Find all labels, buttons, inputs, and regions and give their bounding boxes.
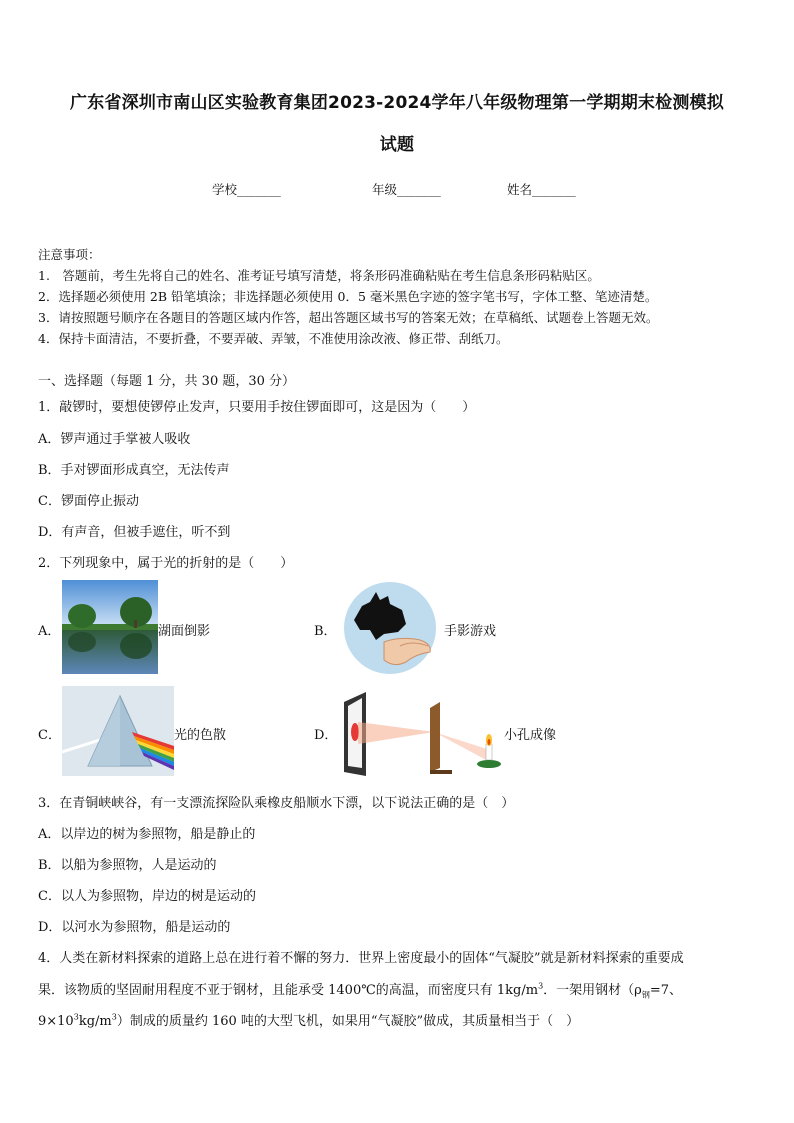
question-4-line-1: 4．人类在新材料探索的道路上总在进行着不懈的努力．世界上密度最小的固体“气凝胶”就是新材料探索的重要成 <box>38 951 684 966</box>
question-2-stem: 2．下列现象中，属于光的折射的是（ ） <box>38 556 294 571</box>
question-3-option-c[interactable]: C．以人为参照物，岸边的树是运动的 <box>38 889 256 904</box>
question-4-line-3: $9\times 10^3kg/m^3$）制成的质量约 160 吨的大型飞机，如果用“气凝胶”做成，其质量相当于（ ） <box>38 1012 580 1029</box>
question-1-stem: 1．敲锣时，要想使锣停止发声，只要用手按住锣面即可，这是因为（ ） <box>38 400 476 415</box>
question-3-stem: 3．在青铜峡峡谷，有一支漂流探险队乘橡皮船顺水下漂，以下说法正确的是（ ） <box>38 796 515 811</box>
question-2-option-b-label[interactable]: B． <box>314 624 337 639</box>
question-2-option-a-caption: 湖面倒影 <box>158 624 211 639</box>
question-2-option-d-caption: 小孔成像 <box>504 728 557 743</box>
question-3-option-b[interactable]: B．以船为参照物，人是运动的 <box>38 858 217 873</box>
prism-dispersion-image <box>62 686 174 776</box>
section-heading: 一、选择题（每题 1 分，共 30 题，30 分） <box>38 374 296 389</box>
exam-title-line1: 广东省深圳市南山区实验教育集团2023-2024学年八年级物理第一学期期末检测模拟 <box>70 93 724 113</box>
question-1-option-c[interactable]: C．锣面停止振动 <box>38 494 139 509</box>
lake-reflection-image <box>62 580 158 674</box>
question-1-option-b[interactable]: B．手对锣面形成真空，无法传声 <box>38 463 230 478</box>
question-2-option-d-label[interactable]: D． <box>314 728 338 743</box>
grade-field[interactable]: 年级_______ <box>372 182 441 197</box>
question-1-option-d[interactable]: D．有声音，但被手遮住，听不到 <box>38 525 231 540</box>
note-item: 3．请按照题号顺序在各题目的答题区域内作答，超出答题区域书写的答案无效；在草稿纸、试题卷上答题无效。 <box>38 310 659 325</box>
question-3-option-d[interactable]: D．以河水为参照物，船是运动的 <box>38 920 231 935</box>
question-2-option-c-label[interactable]: C． <box>38 728 61 743</box>
question-1-option-a[interactable]: A．锣声通过手掌被人吸收 <box>38 432 191 447</box>
hand-shadow-image <box>340 580 440 676</box>
name-field[interactable]: 姓名_______ <box>507 182 576 197</box>
pinhole-imaging-image <box>340 686 506 778</box>
school-field[interactable]: 学校_______ <box>212 182 281 197</box>
question-4-line-2: 果．该物质的坚固耐用程度不亚于钢材，且能承受 1400℃的高温，而密度只有 $1kg/m^3$．一架用钢材（$\rho_钢=7$、 <box>38 981 682 1000</box>
notes-heading: 注意事项： <box>38 247 101 262</box>
question-2-option-a-label[interactable]: A． <box>38 624 61 639</box>
question-2-option-c-caption: 光的色散 <box>174 728 227 743</box>
note-item: 1. 答题前，考生先将自己的姓名、准考证号填写清楚，将条形码准确粘贴在考生信息条形码粘贴区。 <box>38 268 600 283</box>
question-2-option-b-caption: 手影游戏 <box>444 624 497 639</box>
question-3-option-a[interactable]: A．以岸边的树为参照物，船是静止的 <box>38 827 256 842</box>
note-item: 2．选择题必须使用 2B 铅笔填涂；非选择题必须使用 0．5 毫米黑色字迹的签字笔书写，字体工整、笔迹清楚。 <box>38 289 658 304</box>
note-item: 4．保持卡面清洁，不要折叠，不要弄破、弄皱，不准使用涂改液、修正带、刮纸刀。 <box>38 331 509 346</box>
exam-title-line2: 试题 <box>379 135 415 155</box>
